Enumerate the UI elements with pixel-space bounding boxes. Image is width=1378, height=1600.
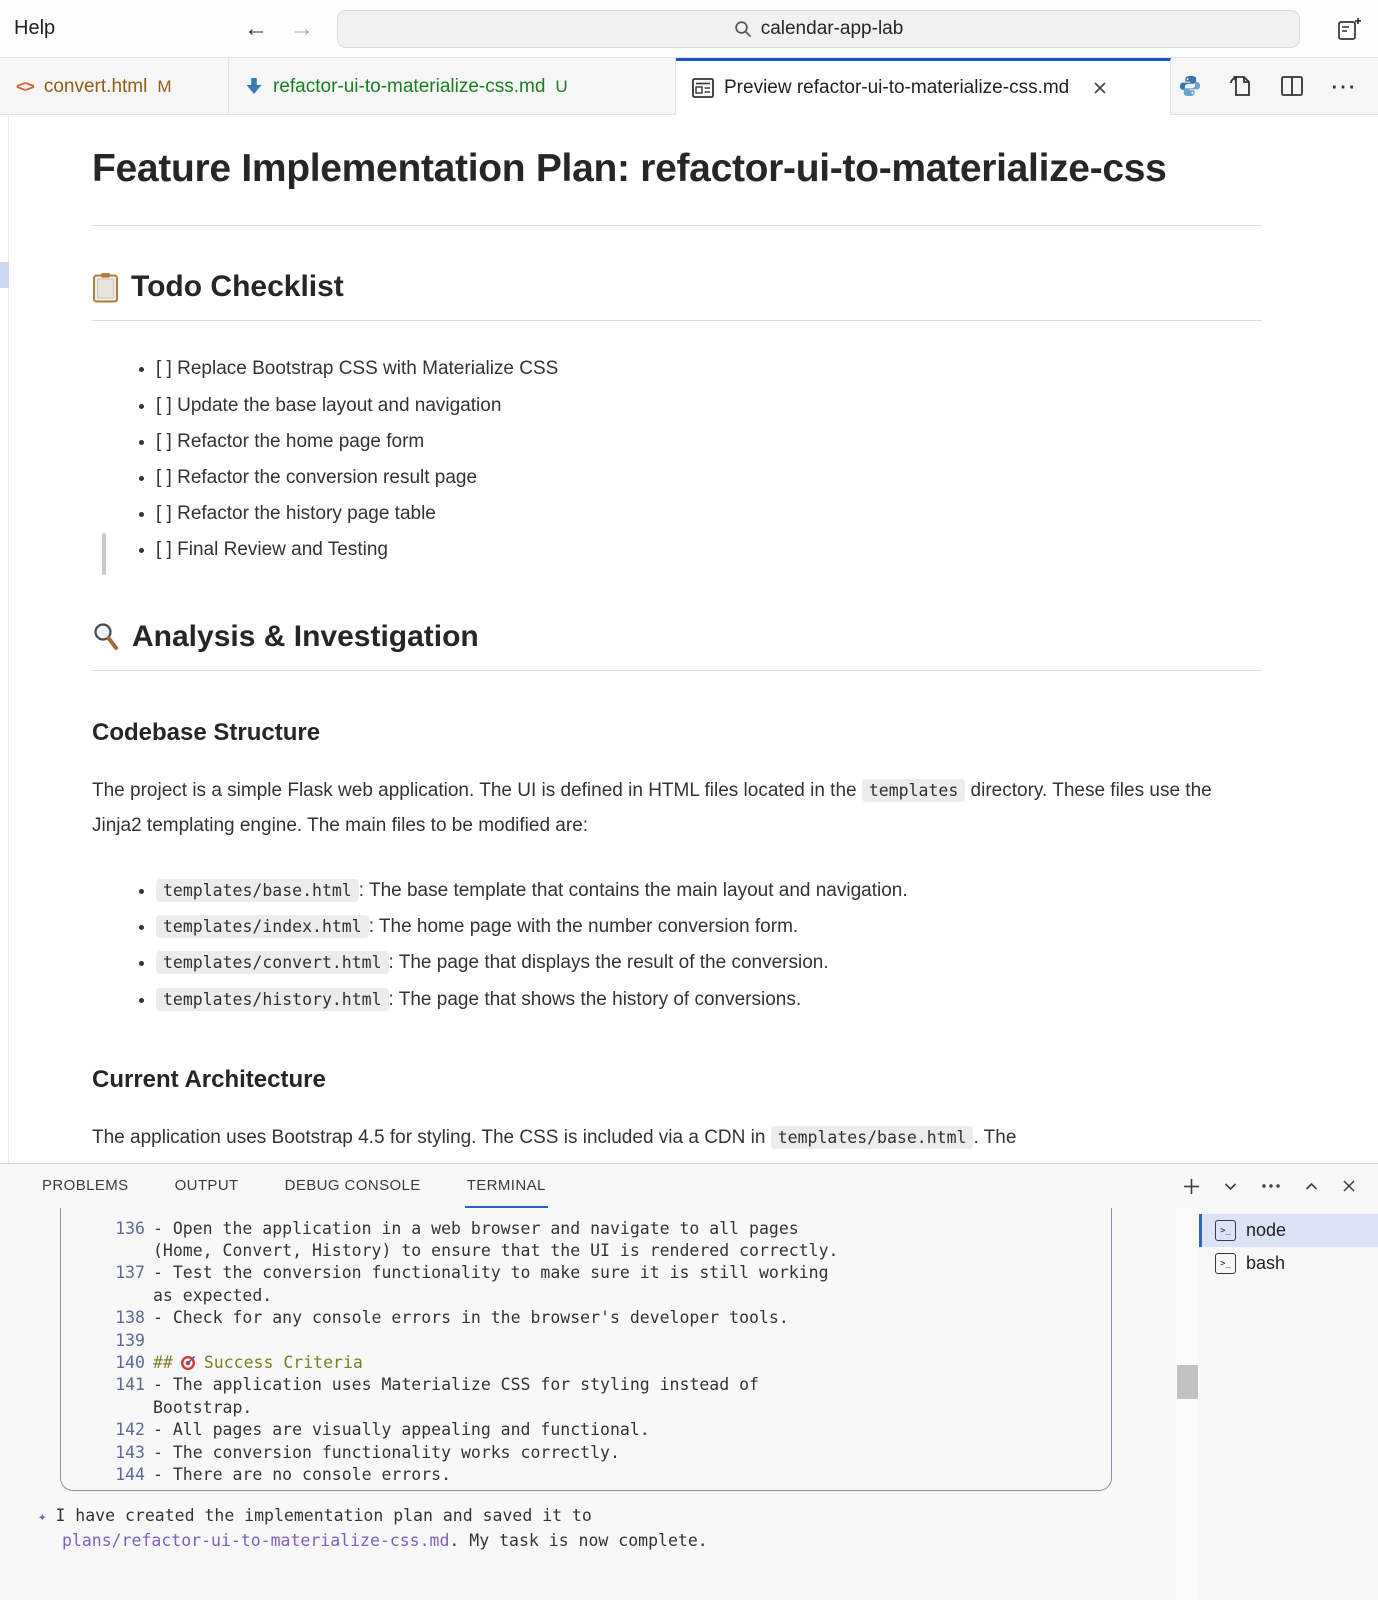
preview-left-gutter — [0, 115, 9, 1163]
terminal-scrollbar[interactable] — [1176, 1208, 1199, 1600]
terminal-instance-bash[interactable]: >_ bash — [1199, 1247, 1378, 1280]
panel-header — [0, 1164, 1378, 1208]
tab-terminal[interactable]: TERMINAL — [465, 1164, 548, 1208]
markdown-preview-pane — [0, 115, 1378, 1163]
scroll-decoration — [0, 262, 9, 288]
codebase-paragraph: The project is a simple Flask web application. The UI is defined in HTML files located in the templates directory. These files use the Jinja2 templating engine. The main files to be modified are: — [92, 780, 1212, 837]
panel-more-actions-icon[interactable] — [1261, 1183, 1281, 1189]
file-item: • templates/base.html : The base template that contains the main layout and navigation. — [156, 873, 1262, 909]
divider — [92, 225, 1262, 226]
terminal-line: 139 — [115, 1330, 145, 1350]
open-preview-side-icon[interactable] — [1228, 73, 1254, 99]
html-file-icon: <> — [16, 76, 34, 96]
terminal-line: 143 - The conversion functionality works correctly. — [115, 1442, 620, 1462]
terminal-profile-chevron-icon[interactable] — [1224, 1182, 1237, 1191]
terminal-line: 144 - There are no console errors. — [115, 1464, 452, 1484]
editor-tab-bar — [0, 58, 1378, 115]
customize-layout-icon[interactable] — [1334, 15, 1364, 45]
inline-code: templates/history.html — [156, 988, 389, 1011]
tab-label: Preview refactor-ui-to-materialize-css.md — [724, 76, 1070, 98]
search-icon — [734, 20, 752, 38]
tab-label: refactor-ui-to-materialize-css.md — [273, 75, 546, 97]
architecture-paragraph: The application uses Bootstrap 4.5 for styling. The CSS is included via a CDN in templates/base.html . The — [92, 1126, 1017, 1148]
terminal-instance-list — [1199, 1208, 1378, 1600]
tab-output[interactable]: OUTPUT — [174, 1176, 239, 1194]
untracked-badge: U — [555, 76, 568, 96]
terminal-line: as expected. — [153, 1285, 273, 1305]
current-architecture-heading: Current Architecture — [92, 1065, 326, 1093]
terminal-prompt-icon: >_ — [1215, 1253, 1236, 1274]
modified-badge: M — [157, 76, 172, 96]
workspace-name: calendar-app-lab — [760, 18, 904, 39]
tab-debug-console[interactable]: DEBUG CONSOLE — [284, 1176, 421, 1194]
scrollbar-thumb[interactable] — [1177, 1365, 1198, 1399]
file-item: • templates/index.html : The home page with the number conversion form. — [156, 909, 1262, 945]
tab-preview-refactor-md[interactable] — [676, 58, 1171, 115]
terminal-line: (Home, Convert, History) to ensure that the UI is rendered correctly. — [153, 1241, 839, 1261]
split-editor-icon[interactable] — [1280, 74, 1304, 98]
terminal-prompt-icon: >_ — [1215, 1220, 1236, 1241]
terminal-line: 140 ## Success Criteria — [115, 1353, 363, 1373]
page-title: Feature Implementation Plan: refactor-ui-to-materialize-css — [92, 147, 1167, 190]
more-actions-icon[interactable]: ⋯ — [1330, 71, 1356, 101]
tab-problems[interactable]: PROBLEMS — [42, 1176, 129, 1194]
file-item: • templates/history.html : The page that shows the history of conversions. — [156, 982, 1262, 1018]
inline-code: templates/convert.html — [156, 951, 389, 974]
checklist-item: • [ ] Replace Bootstrap CSS with Materialize CSS — [156, 351, 1262, 387]
terminal-line: Bootstrap. — [153, 1397, 253, 1417]
inline-code: templates/base.html — [156, 879, 359, 902]
checklist-item: • [ ] Update the base layout and navigation — [156, 388, 1262, 424]
inline-code: templates/index.html — [156, 915, 369, 938]
codebase-structure-heading: Codebase Structure — [92, 719, 321, 746]
terminal-instance-node[interactable]: >_ node — [1199, 1214, 1378, 1247]
markdown-download-icon — [245, 77, 263, 97]
back-button[interactable]: ← — [244, 15, 268, 42]
checklist-item: • [ ] Refactor the home page form — [156, 424, 1262, 460]
checklist-item: • [ ] Refactor the history page table — [156, 496, 1262, 532]
command-center-search[interactable] — [337, 10, 1300, 48]
python-icon[interactable] — [1178, 74, 1202, 98]
template-files-list — [156, 873, 1262, 1017]
checklist-item: • [ ] Final Review and Testing — [156, 532, 1262, 568]
tab-label: convert.html — [43, 75, 148, 97]
menu-help[interactable]: Help — [14, 17, 56, 39]
analysis-heading: Analysis & Investigation — [92, 620, 1262, 671]
terminal-line: 142 - All pages are visually appealing and functional. — [115, 1420, 650, 1440]
plan-file-path[interactable]: plans/refactor-ui-to-materialize-css.md — [62, 1531, 450, 1550]
bottom-panel — [0, 1163, 1378, 1600]
checklist-item: • [ ] Refactor the conversion result page — [156, 460, 1262, 496]
tab-refactor-md[interactable] — [229, 58, 676, 115]
terminal-line: 138 - Check for any console errors in the browser's developer tools. — [115, 1308, 789, 1328]
new-terminal-icon[interactable] — [1183, 1178, 1200, 1195]
todo-checklist — [156, 351, 1262, 568]
tab-convert-html[interactable] — [0, 58, 229, 115]
terminal-line: 136 - Open the application in a web browser and navigate to all pages — [115, 1218, 799, 1238]
file-item: • templates/convert.html : The page that displays the result of the conversion. — [156, 945, 1262, 981]
target-icon — [180, 1354, 197, 1371]
close-panel-icon[interactable] — [1342, 1179, 1356, 1193]
maximize-panel-icon[interactable] — [1305, 1182, 1318, 1191]
terminal-line: 141 - The application uses Materialize CSS for styling instead of — [115, 1375, 759, 1395]
terminal-line: 137 - Test the conversion functionality to make sure it is still working — [115, 1263, 829, 1283]
terminal-output[interactable] — [0, 1208, 1176, 1600]
inline-code: templates — [862, 779, 965, 802]
editor-actions — [1171, 58, 1378, 114]
clipboard-icon — [92, 272, 119, 303]
title-bar — [0, 0, 1378, 58]
agent-message: ✦ I have created the implementation plan and saved it to plans/refactor-ui-to-materialize-css.md. My task is now complete. — [38, 1506, 708, 1550]
inline-code: templates/base.html — [771, 1126, 974, 1149]
close-tab-icon[interactable] — [1093, 81, 1107, 95]
forward-button[interactable]: → — [290, 15, 314, 42]
markdown-preview-icon — [692, 78, 714, 98]
magnifier-icon — [92, 622, 120, 652]
todo-checklist-heading: Todo Checklist — [92, 270, 1262, 321]
sparkle-icon: ✦ — [38, 1509, 47, 1525]
